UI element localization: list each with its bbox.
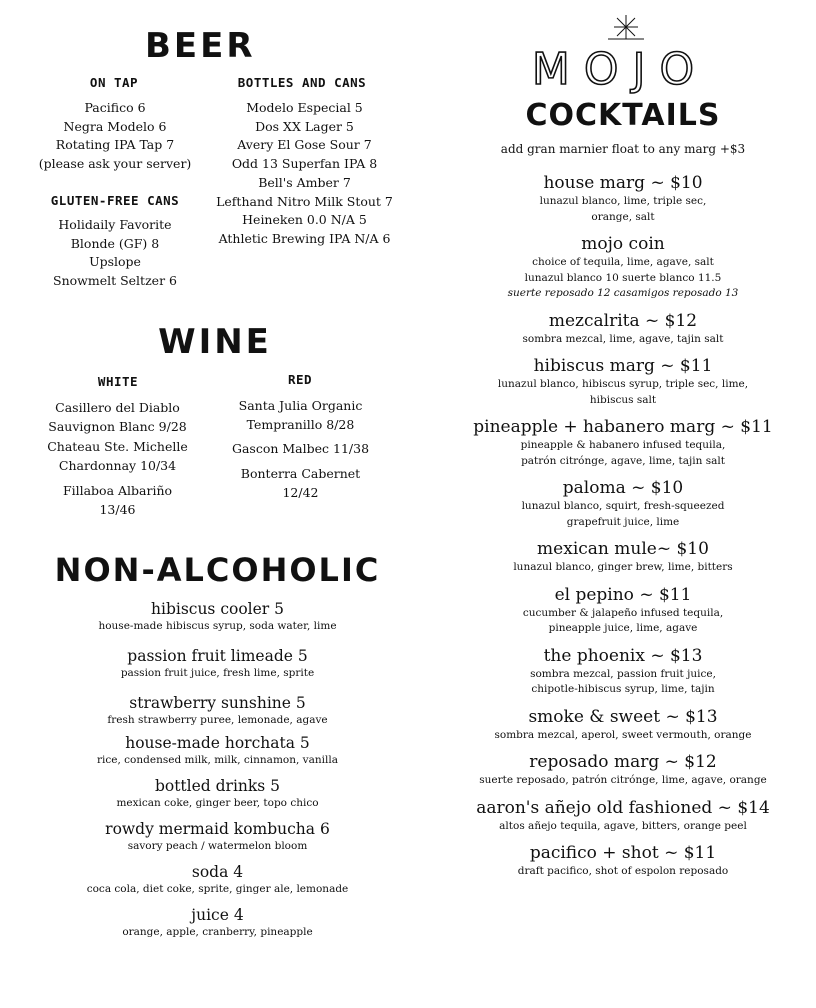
na-drink bbox=[20, 777, 415, 811]
on-tap-heading: ON TAP bbox=[89, 75, 139, 90]
cocktail-name: paloma ~ $10 bbox=[562, 478, 684, 498]
na-drink-name: hibiscus cooler 5 bbox=[151, 600, 284, 618]
wine-price: 12/42 bbox=[282, 484, 319, 500]
cocktail-desc: lunazul blanco 10 suerte blanco 11.5 bbox=[524, 271, 722, 284]
cocktail-name: the phoenix ~ $13 bbox=[543, 645, 703, 666]
wine-entry bbox=[20, 482, 215, 519]
cocktail bbox=[438, 585, 808, 637]
gluten-free-heading: GLUTEN-FREE CANS bbox=[50, 193, 180, 208]
cocktail-desc: altos añejo tequila, agave, bitters, orange peel bbox=[499, 819, 747, 832]
sparkle-icon bbox=[606, 13, 646, 41]
cocktail-name: mexican mule~ $10 bbox=[537, 539, 709, 559]
na-drink-name: rowdy mermaid kombucha 6 bbox=[105, 820, 330, 838]
on-tap-item: (please ask your server) bbox=[38, 156, 192, 172]
na-drink bbox=[20, 734, 415, 768]
bottles-item: Modelo Especial 5 bbox=[246, 100, 363, 115]
cocktail bbox=[438, 539, 808, 576]
cocktail-name: mojo coin bbox=[581, 234, 665, 254]
wine-varietal-price: Tempranillo 8/28 bbox=[246, 416, 355, 432]
gluten-free-item: Upslope bbox=[89, 254, 141, 270]
na-drink-desc: house-made hibiscus syrup, soda water, lime bbox=[98, 620, 337, 632]
na-drink-name: juice 4 bbox=[191, 906, 244, 924]
na-drink-desc: passion fruit juice, fresh lime, sprite bbox=[120, 667, 315, 679]
cocktails-title: COCKTAILS bbox=[525, 98, 721, 133]
gluten-free-item: Snowmelt Seltzer 6 bbox=[53, 273, 177, 289]
na-drink-desc: coca cola, diet coke, sprite, ginger ale, lemonade bbox=[86, 883, 349, 895]
bottles-item: Heineken 0.0 N/A 5 bbox=[242, 212, 367, 228]
cocktail-desc: lunazul blanco, lime, triple sec, bbox=[539, 195, 707, 207]
wine-name: Bonterra Cabernet bbox=[240, 466, 361, 482]
bottles-item: Odd 13 Superfan IPA 8 bbox=[231, 156, 378, 172]
on-tap-item: Pacifico 6 bbox=[84, 100, 146, 115]
cocktail bbox=[438, 234, 808, 302]
wine-name: Fillaboa Albariño bbox=[62, 482, 173, 498]
cocktail-name: pineapple + habanero marg ~ $11 bbox=[473, 417, 773, 437]
cocktail-name: el pepino ~ $11 bbox=[554, 584, 692, 605]
na-drink-name: house-made horchata 5 bbox=[125, 734, 310, 752]
cocktail bbox=[438, 311, 808, 348]
bottles-item: Avery El Gose Sour 7 bbox=[237, 137, 372, 153]
na-drink-name: passion fruit limeade 5 bbox=[127, 647, 308, 665]
na-drink bbox=[20, 906, 415, 940]
red-wine-list bbox=[208, 397, 393, 503]
cocktail-name: hibiscus marg ~ $11 bbox=[533, 356, 713, 376]
cocktail-desc: patrón citrónge, agave, lime, tajin salt bbox=[521, 454, 725, 467]
cocktail-desc: cucumber & jalapeño infused tequila, bbox=[522, 606, 724, 619]
cocktail bbox=[438, 707, 808, 744]
on-tap-list bbox=[20, 99, 210, 174]
white-wine-list bbox=[20, 399, 215, 519]
bottles-item: Lefthand Nitro Milk Stout 7 bbox=[216, 193, 393, 209]
cocktail-desc: hibiscus salt bbox=[589, 393, 657, 406]
cocktail-name: reposado marg ~ $12 bbox=[529, 752, 717, 772]
cocktail-desc: orange, salt bbox=[591, 210, 655, 223]
cocktail-desc: pineapple & habanero infused tequila, bbox=[520, 439, 726, 451]
cocktail bbox=[438, 417, 808, 469]
na-drink-name: strawberry sunshine 5 bbox=[129, 694, 306, 712]
wine-heading: WINE bbox=[158, 322, 272, 362]
cocktail bbox=[438, 356, 808, 408]
wine-name: Casillero del Diablo bbox=[55, 400, 180, 415]
na-drink-name: bottled drinks 5 bbox=[154, 777, 281, 795]
non-alcoholic-heading: NON-ALCOHOLIC bbox=[54, 551, 381, 589]
wine-price: 13/46 bbox=[99, 501, 136, 517]
cocktail-desc: sombra mezcal, lime, agave, tajin salt bbox=[522, 332, 724, 345]
na-drink-name: soda 4 bbox=[191, 863, 244, 881]
cocktail-desc: choice of tequila, lime, agave, salt bbox=[532, 256, 714, 268]
wine-varietal-price: Chardonnay 10/34 bbox=[58, 458, 177, 474]
wine-varietal-price: Sauvignon Blanc 9/28 bbox=[48, 418, 187, 434]
na-drink-desc: savory peach / watermelon bloom bbox=[127, 840, 308, 852]
na-drink-desc: mexican coke, ginger beer, topo chico bbox=[116, 797, 319, 809]
cocktail-desc: pineapple juice, lime, agave bbox=[548, 622, 698, 634]
on-tap-item: Rotating IPA Tap 7 bbox=[55, 137, 175, 153]
wine-name: Santa Julia Organic bbox=[238, 398, 363, 413]
cocktail-desc: lunazul blanco, ginger brew, lime, bitters bbox=[513, 561, 733, 573]
bottles-list bbox=[202, 99, 407, 249]
bottles-item: Bell's Amber 7 bbox=[258, 174, 351, 190]
cocktail bbox=[438, 843, 808, 880]
wine-name: Chateau Ste. Michelle bbox=[47, 439, 188, 455]
cocktail-desc: draft pacifico, shot of espolon reposado bbox=[517, 865, 729, 877]
bottles-item: Athletic Brewing IPA N/A 6 bbox=[218, 230, 391, 246]
wine-entry bbox=[208, 440, 393, 459]
na-drink bbox=[20, 647, 415, 681]
na-drink-desc: orange, apple, cranberry, pineapple bbox=[122, 926, 313, 938]
bottles-item: Dos XX Lager 5 bbox=[255, 118, 354, 134]
wine-entry bbox=[208, 397, 393, 434]
beer-heading: BEER bbox=[145, 26, 256, 66]
cocktail-desc: grapefruit juice, lime bbox=[566, 515, 680, 528]
cocktail-desc: suerte reposado, patrón citrónge, lime, agave, orange bbox=[479, 774, 767, 786]
cocktail-name: smoke & sweet ~ $13 bbox=[528, 706, 718, 727]
cocktail bbox=[438, 798, 808, 835]
white-wine-heading: WHITE bbox=[97, 374, 139, 389]
cocktail-desc: chipotle-hibiscus syrup, lime, tajin bbox=[531, 683, 715, 695]
gluten-free-item: Holidaily Favorite bbox=[58, 217, 172, 232]
na-drink bbox=[20, 863, 415, 897]
cocktail bbox=[438, 752, 808, 789]
mojo-title: MOJO bbox=[531, 44, 709, 95]
cocktail-desc: sombra mezcal, passion fruit juice, bbox=[530, 667, 716, 680]
gluten-free-list bbox=[20, 216, 210, 291]
na-drink-desc: fresh strawberry puree, lemonade, agave bbox=[107, 714, 328, 726]
cocktail-desc: sombra mezcal, aperol, sweet vermouth, orange bbox=[494, 728, 752, 741]
na-drink bbox=[20, 600, 415, 634]
marg-float-note: add gran marnier float to any marg +$3 bbox=[500, 142, 746, 156]
wine-entry bbox=[20, 399, 215, 436]
on-tap-item: Negra Modelo 6 bbox=[63, 118, 167, 134]
na-drink bbox=[20, 820, 415, 854]
cocktail-name: house marg ~ $10 bbox=[543, 173, 703, 193]
wine-entry bbox=[208, 465, 393, 502]
bottles-heading: BOTTLES AND CANS bbox=[237, 75, 367, 90]
wine-name-price: Gascon Malbec 11/38 bbox=[231, 441, 370, 457]
cocktail bbox=[438, 646, 808, 698]
cocktail-desc: suerte reposado 12 casamigos reposado 13 bbox=[507, 287, 739, 299]
cocktail-desc: lunazul blanco, hibiscus syrup, triple sec, lime, bbox=[497, 378, 749, 390]
cocktail-desc: lunazul blanco, squirt, fresh-squeezed bbox=[521, 500, 725, 512]
cocktail-name: pacifico + shot ~ $11 bbox=[529, 843, 717, 863]
red-wine-heading: RED bbox=[287, 372, 313, 387]
gluten-free-item: Blonde (GF) 8 bbox=[70, 235, 160, 251]
wine-entry bbox=[20, 438, 215, 475]
non-alcoholic-list bbox=[20, 600, 415, 940]
cocktail-name: aaron's añejo old fashioned ~ $14 bbox=[476, 797, 770, 818]
na-drink-desc: rice, condensed milk, milk, cinnamon, vanilla bbox=[97, 754, 338, 766]
cocktail bbox=[438, 478, 808, 530]
na-drink bbox=[20, 694, 415, 728]
cocktail-name: mezcalrita ~ $12 bbox=[548, 310, 698, 331]
cocktail bbox=[438, 173, 808, 225]
cocktail-list bbox=[438, 173, 808, 880]
